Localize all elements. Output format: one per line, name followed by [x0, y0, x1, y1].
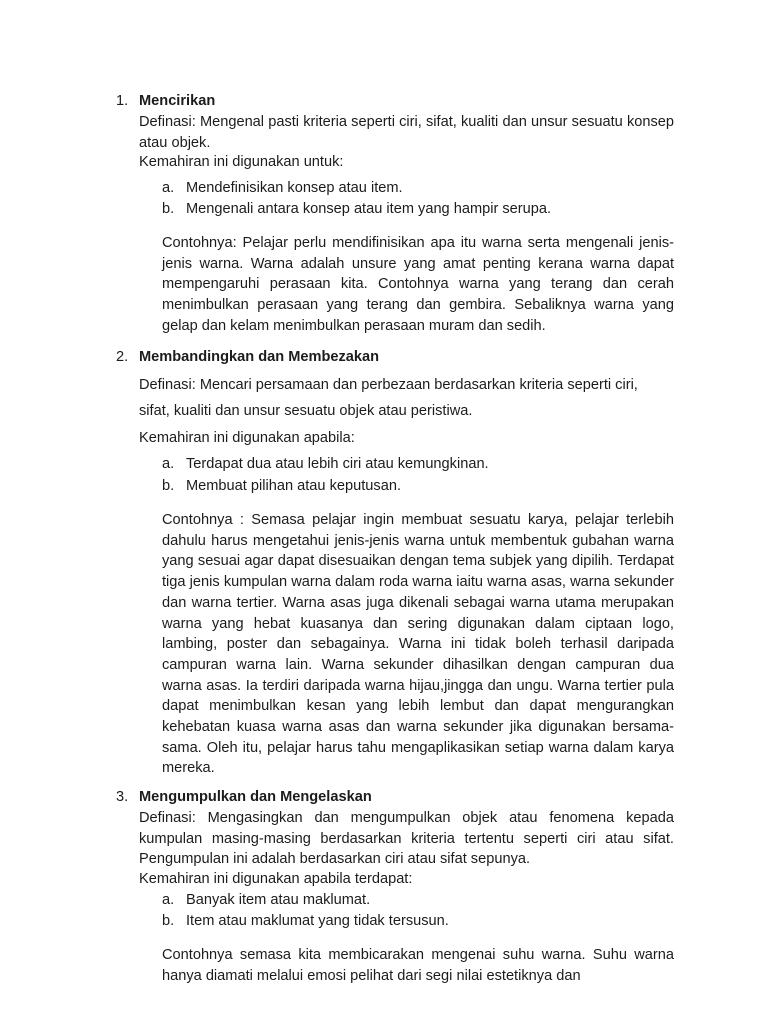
list-label: b.: [162, 201, 175, 217]
list-label: a.: [162, 180, 175, 196]
list-text: Terdapat dua atau lebih ciri atau kemungkinan.: [186, 456, 489, 472]
section-1-item-a: [162, 180, 403, 196]
section-1-number: 1.: [116, 93, 129, 109]
list-text: Mendefinisikan konsep atau item.: [186, 180, 403, 196]
list-label: b.: [162, 478, 175, 494]
section-2-example: Contohnya : Semasa pelajar ingin membuat sesuatu karya, pelajar terlebih dahulu harus mengetahui jenis-jenis warna untuk membentuk gubahan warna yang sesuai agar dapat disesuaikan dengan tema subjek yang dipilih. Terdapat tiga jenis kumpulan warna dalam roda warna iaitu warna asas, warna sekunder dan warna tertier. Warna asas juga dikenali sebagai warna utama merupakan warna yang hebat kuasanya dan sering digunakan dalam ciptaan logo, lambing, poster dan sebagainya. Warna ini tidak boleh terhasil daripada campuran warna lain. Warna sekunder dihasilkan dengan campuran dua warna asas. Ia terdiri daripada warna hijau,jingga dan ungu. Warna tertier pula dapat menimbulkan kesan yang lebih lembut dan dapat mengurangkan kehebatan kuasa warna asas dan warna sekunder jika digunakan bersama-sama. Oleh itu, pelajar harus tahu mengaplikasikan setiap warna dalam karya mereka.: [162, 512, 674, 777]
section-1-item-b: [162, 201, 551, 217]
section-3-usage: Kemahiran ini digunakan apabila terdapat:: [139, 871, 413, 887]
section-2-item-a: [162, 456, 489, 472]
section-1-usage: Kemahiran ini digunakan untuk:: [139, 154, 344, 170]
section-1-heading: Mencirikan: [139, 93, 216, 109]
section-2-usage: Kemahiran ini digunakan apabila:: [139, 430, 355, 446]
section-3-example: Contohnya semasa kita membicarakan mengenai suhu warna. Suhu warna hanya diamati melalui emosi pelihat dari segi nilai estetiknya dan: [162, 947, 674, 984]
list-text: Banyak item atau maklumat.: [186, 892, 371, 908]
section-2-heading: Membandingkan dan Membezakan: [139, 349, 380, 365]
section-3-number: 3.: [116, 789, 129, 805]
section-2-definition-line-1: Definasi: Mencari persamaan dan perbezaan berdasarkan kriteria seperti ciri,: [139, 377, 638, 393]
list-text: Item atau maklumat yang tidak tersusun.: [186, 913, 449, 929]
section-2-definition-line-2: sifat, kualiti dan unsur sesuatu objek atau peristiwa.: [139, 403, 473, 419]
section-3-heading: Mengumpulkan dan Mengelaskan: [139, 789, 372, 805]
section-3-definition: Definasi: Mengasingkan dan mengumpulkan objek atau fenomena kepada kumpulan masing-masing berdasarkan kriteria tertentu seperti ciri atau sifat. Pengumpulan ini adalah berdasarkan ciri atau sifat sepunya.: [139, 810, 674, 868]
section-1-example: Contohnya: Pelajar perlu mendifinisikan apa itu warna serta mengenali jenis-jenis warna. Warna adalah unsure yang amat penting kerana warna dapat mempengaruhi perasaan kita. Contohnya warna yang terang dan cerah menimbulkan perasaan yang terang dan gembira. Sebaliknya warna yang gelap dan kelam menimbulkan perasaan muram dan sedih.: [162, 235, 674, 334]
list-text: Mengenali antara konsep atau item yang hampir serupa.: [186, 201, 552, 217]
list-label: a.: [162, 892, 175, 908]
section-2-number: 2.: [116, 349, 129, 365]
list-label: b.: [162, 913, 175, 929]
section-2-item-b: [162, 478, 401, 494]
section-3-item-a: [162, 892, 370, 908]
list-label: a.: [162, 456, 175, 472]
list-text: Membuat pilihan atau keputusan.: [186, 478, 401, 494]
section-1-definition: Definasi: Mengenal pasti kriteria seperti ciri, sifat, kualiti dan unsur sesuatu konsep atau objek.: [139, 114, 674, 151]
section-3-item-b: [162, 913, 449, 929]
